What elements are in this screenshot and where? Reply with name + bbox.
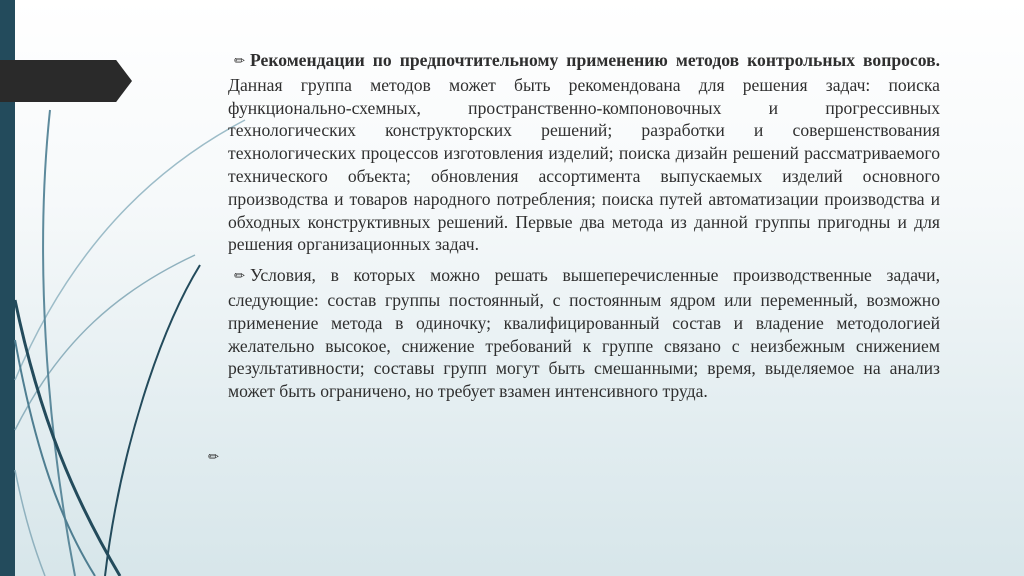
paragraph-recommendations (228, 49, 940, 256)
paragraph-heading: Рекомендации по предпочтительному применению методов контрольных вопросов. (250, 50, 940, 70)
pencil-bullet-icon: ✏ (234, 54, 245, 69)
paragraph-text: Условия, в которых можно решать вышеперечисленные производственные задачи, следующие: состав группы постоянный, с постоянным ядром или переменный, возможно применение метода в одиночку; квалифицированный состав и владение методологией желательно высокое, снижение требований к группе связано с неизбежным снижением результативности; составы групп могут быть смешанными; время, выделяемое на анализ может быть ограничено, но требует взамен интенсивного труда. (228, 265, 940, 402)
pencil-bullet-icon: ✏ (234, 269, 245, 285)
empty-pencil-bullet-icon: ✏ (208, 450, 219, 465)
slide-body (228, 49, 940, 403)
title-arrow-tab (0, 60, 132, 102)
paragraph-text: Данная группа методов может быть рекомендована для решения задач: поиска функционально-схемных, пространственно-компоновочных и прогрессивных технологических конструкторских решений; разработки и совершенствования технологических процессов изготовления изделий; поиска дизайн решений рассматриваемого технического объекта; обновления ассортимента выпускаемых изделий основного производства и товаров народного потребления; поиска путей автоматизации производства и обходных конструктивных решений. Первые два метода из данной группы пригодны и для решения организационных задач. (228, 74, 940, 255)
paragraph-conditions (228, 264, 940, 403)
